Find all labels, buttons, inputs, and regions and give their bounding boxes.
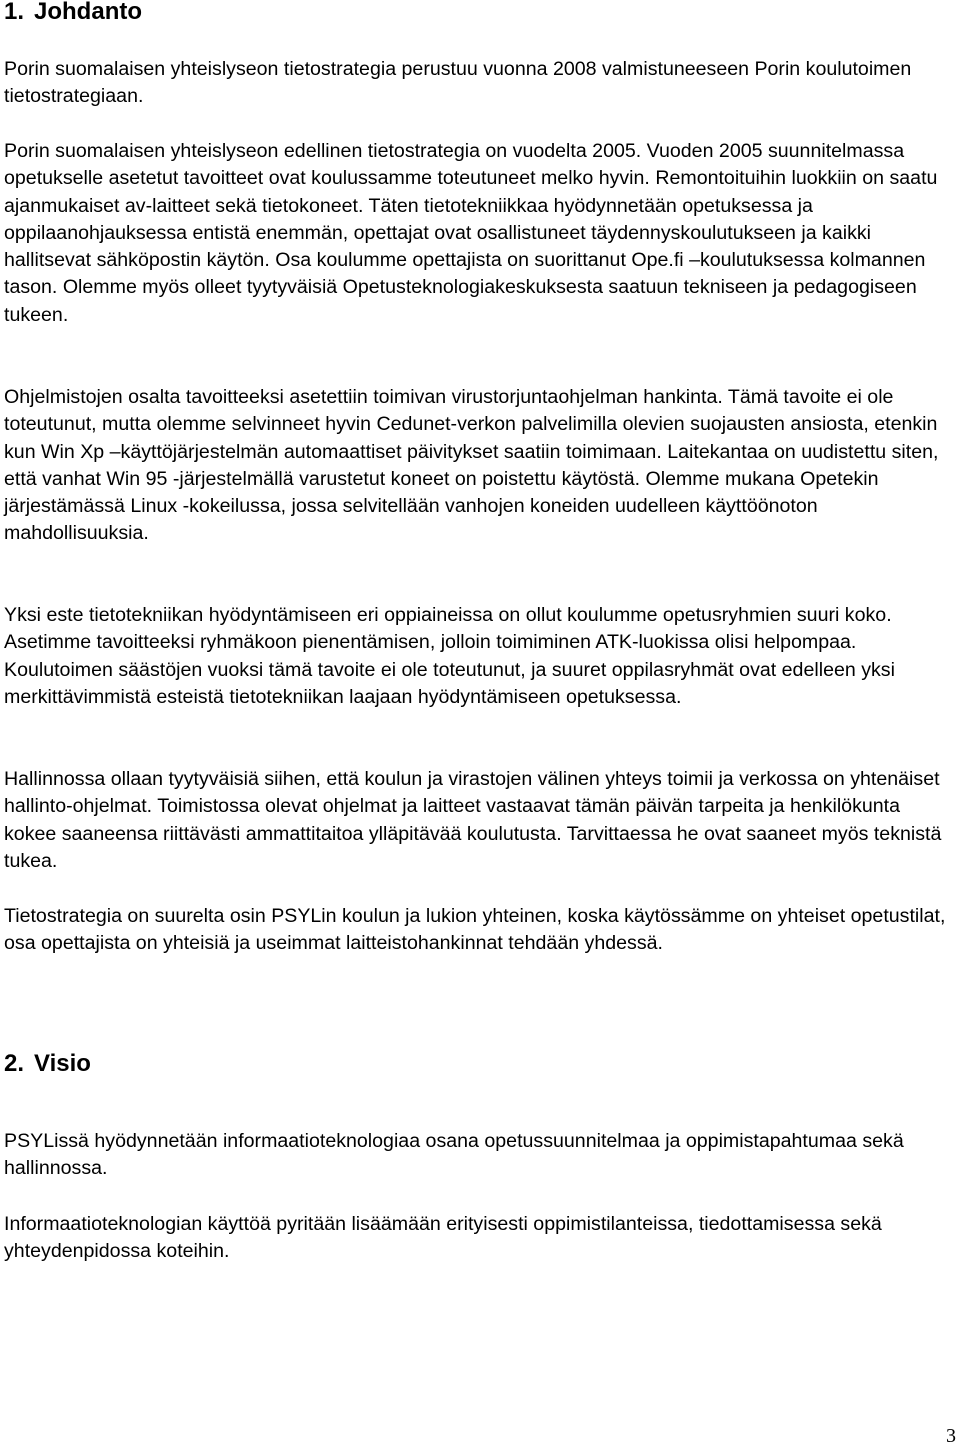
page-number: 3 [946, 1425, 956, 1447]
paragraph: Porin suomalaisen yhteislyseon edellinen tietostrategia on vuodelta 2005. Vuoden 2005 suunnitelmassa opetukselle asetetut tavoitteet ovat koulussamme toteutuneet melko hyvin. Remontoituihin luokkiin on saatu ajanmukaiset av-laitteet sekä tietokoneet. Täten tietotekniikkaa hyödynnetään opetuksessa ja oppilaanohjauksessa entistä enemmän, opettajat ovat osallistuneet täydennyskoulutukseen ja kaikki hallitsevat sähköpostin käytön. Osa koulumme opettajista on suorittanut Ope.fi –koulutuksessa kolmannen tason. Olemme myös olleet tyytyväisiä Opetusteknologiakeskuksesta saatuun tekniseen ja pedagogiseen tukeen. [4, 140, 938, 326]
paragraph: Ohjelmistojen osalta tavoitteeksi asetettiin toimivan virustorjuntaohjelman hankinta. Tämä tavoite ei ole toteutunut, mutta olemme selvinneet hyvin Cedunet-verkon palvelimilla olevien suojausten ansiosta, etenkin kun Win Xp –käyttöjärjestelmän automaattiset päivitykset saatiin toimimaan. Laitekantaa on uudistettu siten, että vanhat Win 95 -järjestelmällä varustetut koneet on poistettu käytöstä. Olemme mukana Opetekin järjestämässä Linux -kokeilussa, jossa selvitellään vanhojen koneiden uudelleen käyttöönoton mahdollisuuksia. [4, 386, 939, 545]
paragraph: Yksi este tietotekniikan hyödyntämiseen eri oppiaineissa on ollut koulumme opetusryhmien suuri koko. Asetimme tavoitteeksi ryhmäkoon pienentämisen, jolloin toimiminen ATK-luokissa olisi helpompaa. Koulutoimen säästöjen vuoksi tämä tavoite ei ole toteutunut, ja suuret oppilasryhmät ovat edelleen yksi merkittävimmistä esteistä tietotekniikan laajaan hyödyntämiseen opetuksessa. [4, 604, 895, 708]
section-title: Johdanto [34, 0, 143, 25]
section-title: Visio [34, 1050, 91, 1077]
section-number: 1. [4, 0, 25, 25]
section-number: 2. [4, 1050, 25, 1077]
paragraph: Informaatioteknologian käyttöä pyritään lisäämään erityisesti oppimistilanteissa, tiedottamisessa sekä yhteydenpidossa koteihin. [4, 1213, 882, 1263]
section-heading-visio [4, 1050, 91, 1078]
paragraph: Hallinnossa ollaan tyytyväisiä siihen, että koulun ja virastojen välinen yhteys toimii ja verkossa on yhtenäiset hallinto-ohjelmat. Toimistossa olevat ohjelmat ja laitteet vastaavat tämän päivän tarpeita ja henkilökunta kokee saaneensa riittävästi ammattitaitoa ylläpitävää koulutusta. Tarvittaessa he ovat saaneet myös teknistä tukea. [4, 768, 942, 872]
paragraph: Tietostrategia on suurelta osin PSYLin koulun ja lukion yhteinen, koska käytössämme on yhteiset opetustilat, osa opettajista on yhteisiä ja useimmat laitteistohankinnat tehdään yhdessä. [4, 905, 946, 955]
section-heading-johdanto [4, 0, 142, 26]
paragraph: Porin suomalaisen yhteislyseon tietostrategia perustuu vuonna 2008 valmistuneeseen Porin koulutoimen tietostrategiaan. [4, 58, 912, 108]
paragraph: PSYLissä hyödynnetään informaatioteknologiaa osana opetussuunnitelmaa ja oppimistapahtumaa sekä hallinnossa. [4, 1130, 904, 1180]
